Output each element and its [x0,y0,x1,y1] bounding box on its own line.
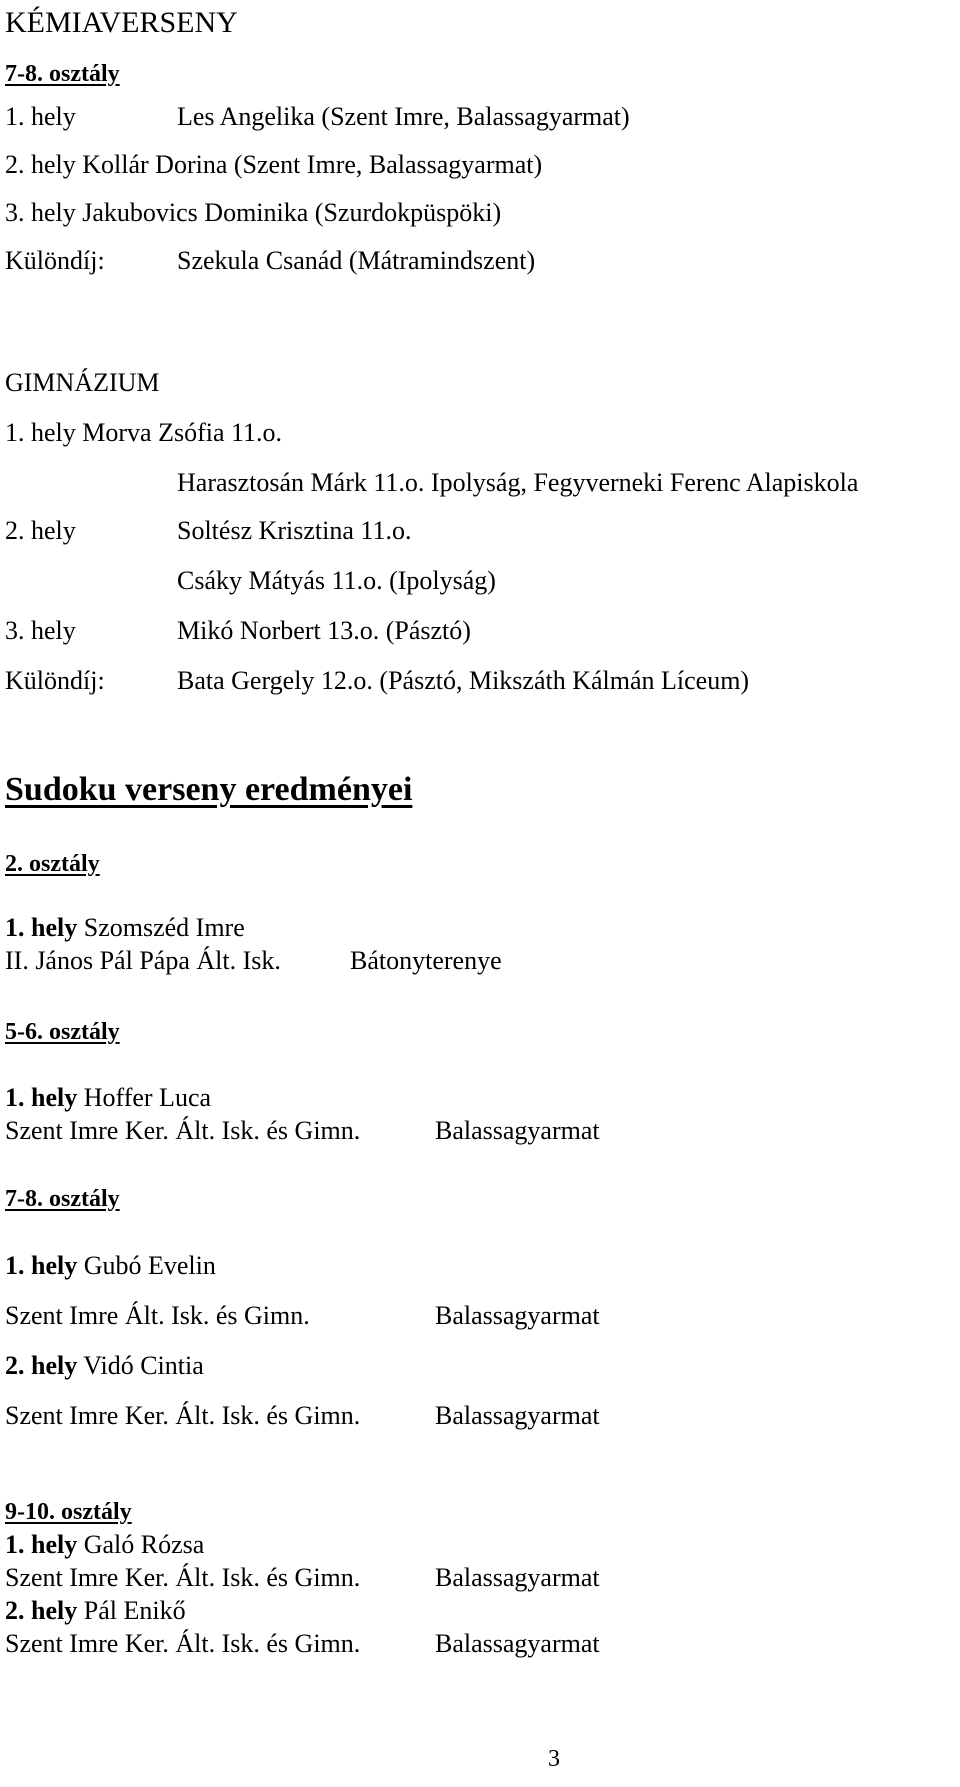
gym-p1: 1. hely Morva Zsófia 11.o. [5,418,283,447]
gym-p2-name: Soltész Krisztina 11.o. [177,516,412,545]
sudoku-g56-school: Szent Imre Ker. Ált. Isk. és Gimn. [5,1116,361,1145]
page-number: 3 [548,1746,560,1772]
sudoku-g78-p2-school: Szent Imre Ker. Ált. Isk. és Gimn. [5,1401,361,1430]
sudoku-g56-entry [5,1085,211,1111]
sudoku-g2-school: II. János Pál Pápa Ált. Isk. [5,946,281,975]
sudoku-g56-city: Balassagyarmat [435,1116,600,1145]
sudoku-g2-name: Szomszéd Imre [77,913,245,942]
sudoku-g78-p2-name: Vidó Cintia [77,1351,204,1380]
sudoku-g910-p2-name: Pál Enikő [77,1596,186,1625]
gym-p3-name: Mikó Norbert 13.o. (Pásztó) [177,616,471,645]
sudoku-g78-p1-place: 1. hely [5,1251,78,1280]
sudoku-g910-p1-name: Galó Rózsa [77,1530,205,1559]
sudoku-g2-heading: 2. osztály [5,851,100,877]
sudoku-g910-p1-place: 1. hely [5,1530,78,1559]
sudoku-g910-p1-school: Szent Imre Ker. Ált. Isk. és Gimn. [5,1563,361,1592]
gym-special-name: Bata Gergely 12.o. (Pásztó, Mikszáth Kálmán Líceum) [177,666,750,695]
chem-78-special-label: Különdíj: [5,246,105,275]
sudoku-g78-p2-city: Balassagyarmat [435,1401,600,1430]
gym-heading: GIMNÁZIUM [5,368,160,397]
chem-78-p2: 2. hely Kollár Dorina (Szent Imre, Balassagyarmat) [5,150,543,179]
sudoku-g910-p1-entry [5,1532,204,1558]
sudoku-g78-p2-place: 2. hely [5,1351,78,1380]
sudoku-g56-name: Hoffer Luca [77,1083,212,1112]
chem-title: KÉMIAVERSENY [5,6,238,39]
sudoku-g910-p2-entry [5,1598,186,1624]
sudoku-g2-place: 1. hely [5,913,78,942]
chem-78-heading: 7-8. osztály [5,61,120,87]
sudoku-g78-p1-name: Gubó Evelin [77,1251,216,1280]
sudoku-g910-heading: 9-10. osztály [5,1499,132,1525]
sudoku-g2-city: Bátonyterenye [350,946,502,975]
sudoku-g78-p1-school: Szent Imre Ált. Isk. és Gimn. [5,1301,310,1330]
sudoku-g78-p1-entry [5,1253,216,1279]
chem-78-p1-name: Les Angelika (Szent Imre, Balassagyarmat) [177,102,630,131]
sudoku-title: Sudoku verseny eredményei [5,771,413,808]
sudoku-g78-p1-city: Balassagyarmat [435,1301,600,1330]
sudoku-g2-entry [5,915,245,941]
sudoku-g910-p2-place: 2. hely [5,1596,78,1625]
gym-p2b: Csáky Mátyás 11.o. (Ipolyság) [177,566,496,595]
chem-78-special-name: Szekula Csanád (Mátramindszent) [177,246,536,275]
gym-p3-place: 3. hely [5,616,76,645]
sudoku-g78-heading: 7-8. osztály [5,1186,120,1212]
sudoku-g56-place: 1. hely [5,1083,78,1112]
sudoku-g910-p1-city: Balassagyarmat [435,1563,600,1592]
sudoku-g910-p2-city: Balassagyarmat [435,1629,600,1658]
sudoku-g78-p2-entry [5,1353,204,1379]
gym-p2-place: 2. hely [5,516,76,545]
gym-special-label: Különdíj: [5,666,105,695]
sudoku-g910-p2-school: Szent Imre Ker. Ált. Isk. és Gimn. [5,1629,361,1658]
chem-78-p3: 3. hely Jakubovics Dominika (Szurdokpüspöki) [5,198,502,227]
chem-78-p1-place: 1. hely [5,102,76,131]
gym-p1b: Harasztosán Márk 11.o. Ipolyság, Fegyverneki Ferenc Alapiskola [177,468,859,497]
sudoku-g56-heading: 5-6. osztály [5,1019,120,1045]
